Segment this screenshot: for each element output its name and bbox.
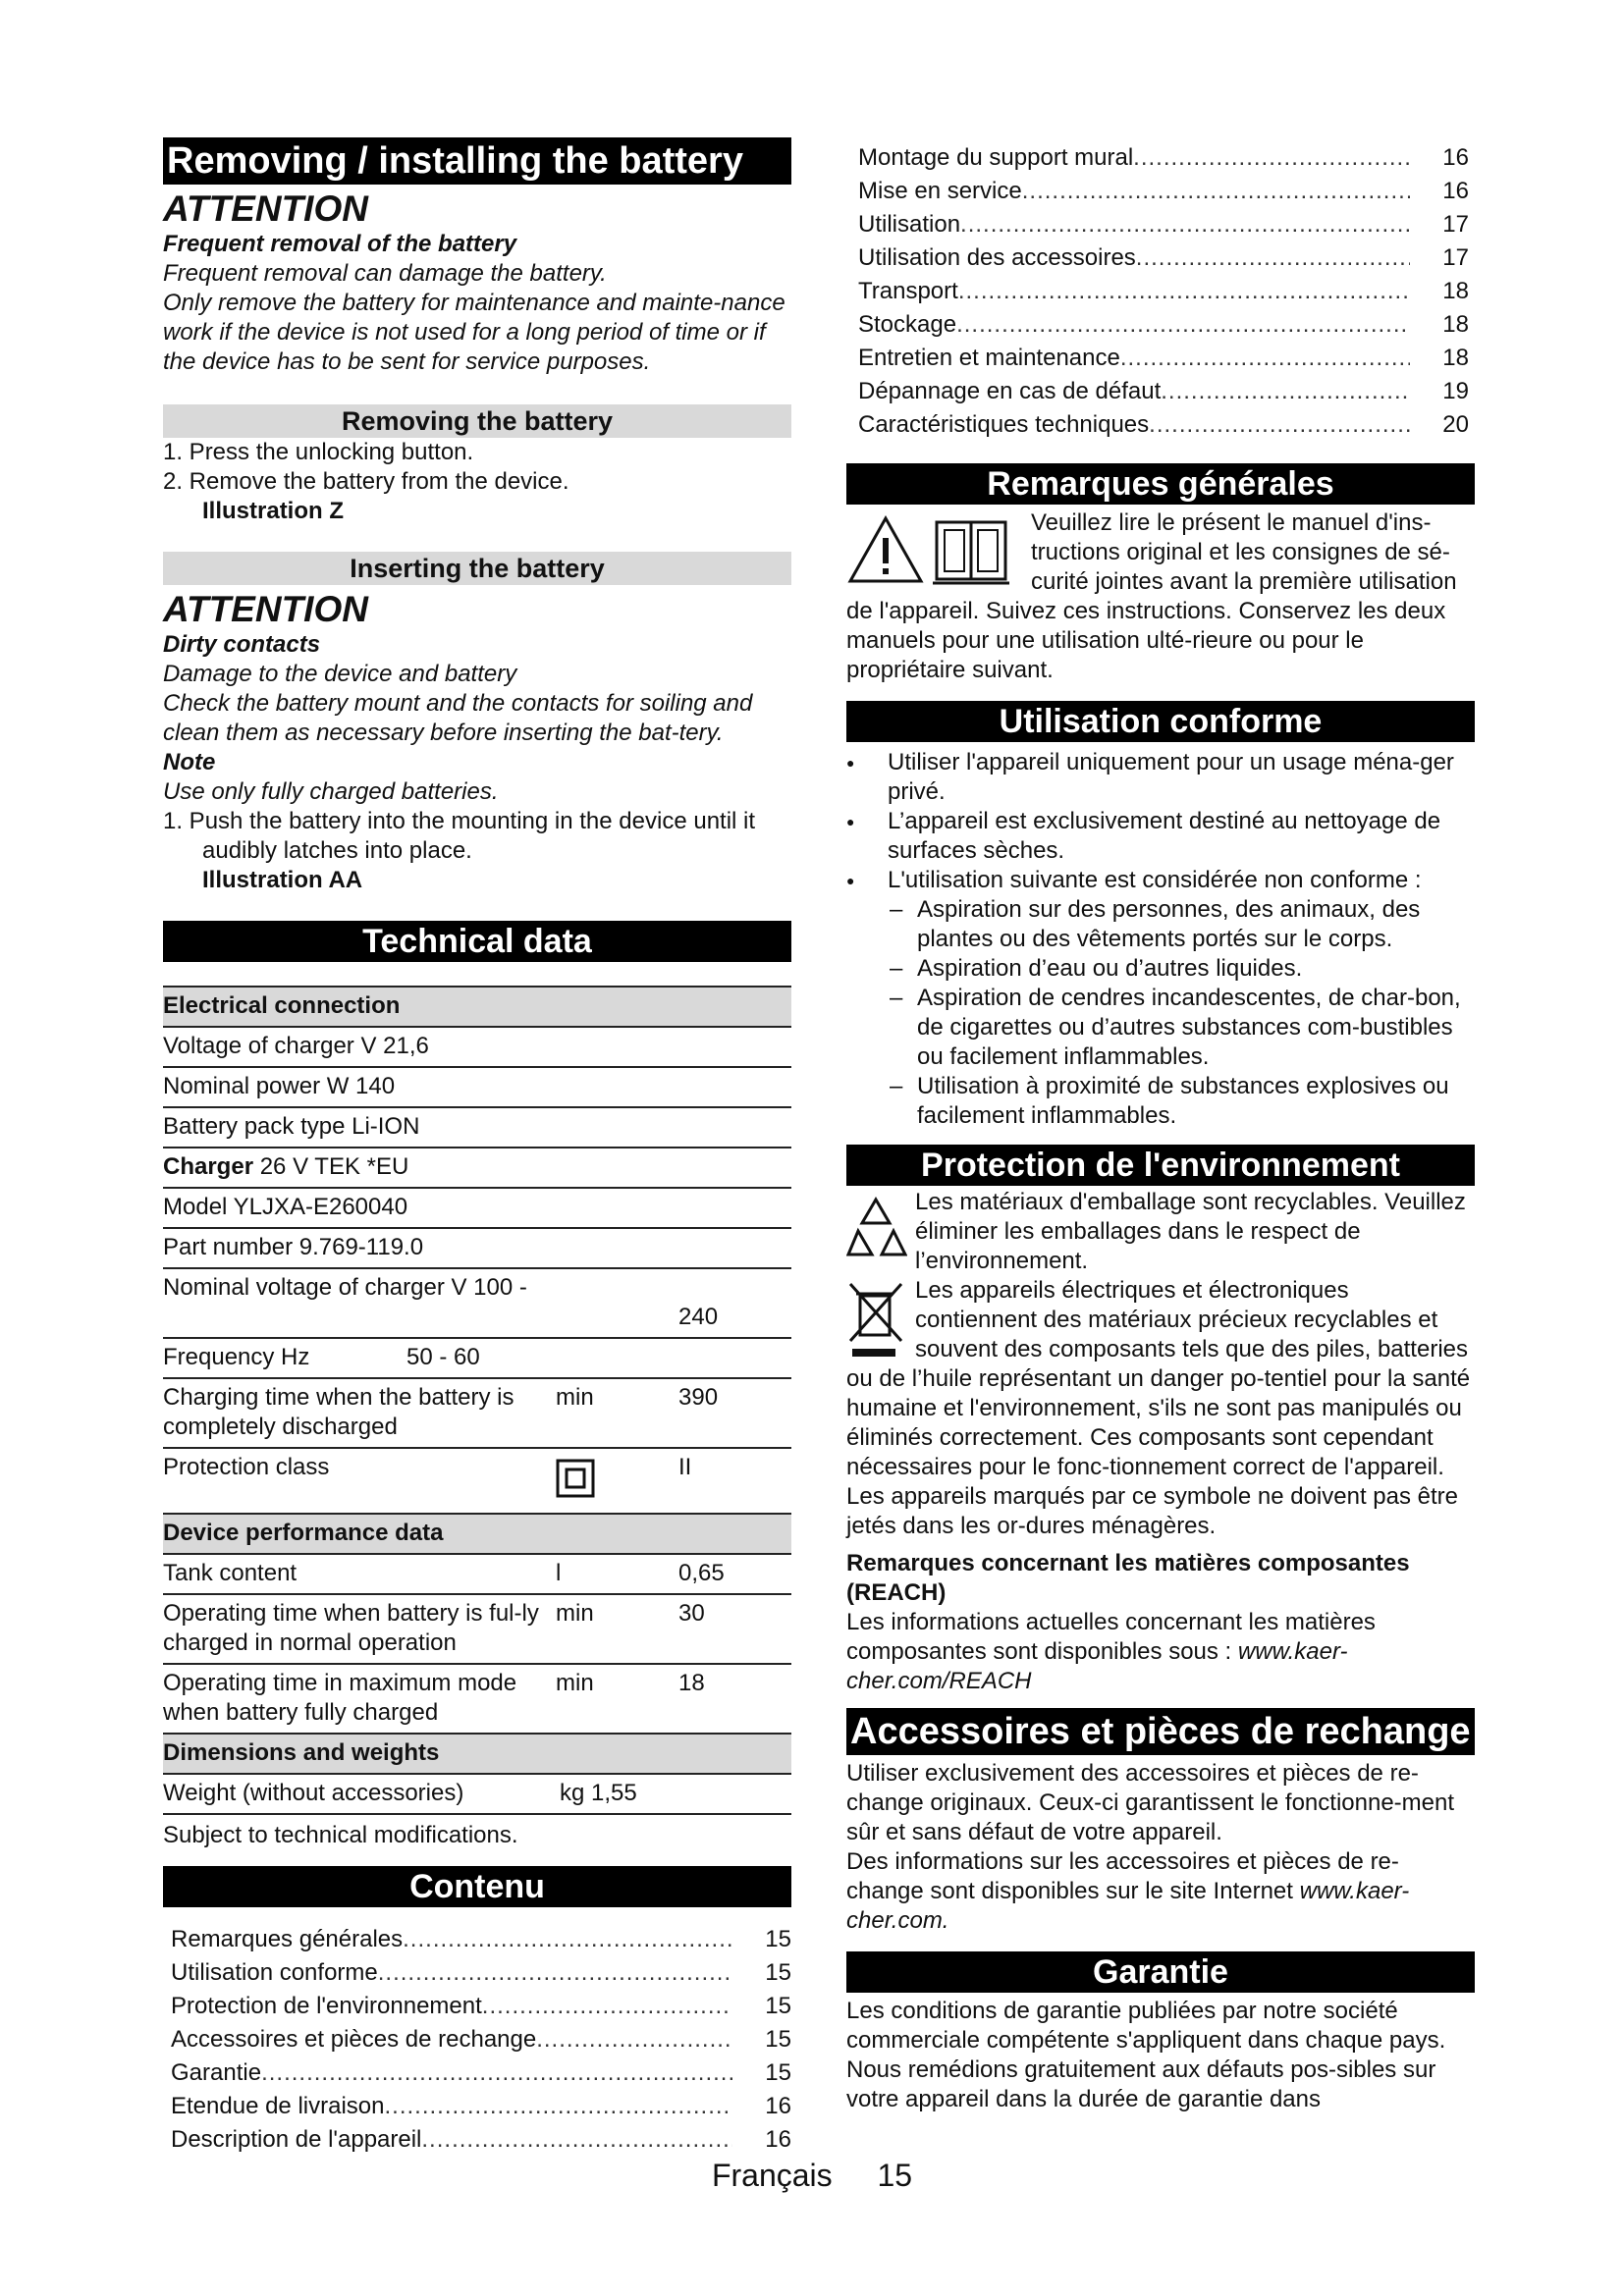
crossed-bin-icon (846, 1276, 907, 1362)
section-title-removing-installing: Removing / installing the battery (163, 137, 791, 185)
step-item: 2. Remove the battery from the device. (163, 468, 569, 495)
footer-language: Français (711, 2158, 833, 2193)
table-cell: II (678, 1448, 791, 1514)
note-title: Note (163, 749, 216, 775)
table-section-header: Device performance data (163, 1514, 791, 1554)
toc-title: Utilisation (858, 211, 961, 238)
toc-title: Utilisation conforme (171, 1959, 378, 1986)
technical-data-table (163, 986, 791, 1815)
toc-title: Transport (858, 278, 958, 304)
toc-item[interactable] (171, 2023, 791, 2056)
table-cell: Nominal power W 140 (163, 1067, 791, 1107)
subject-note: Subject to technical modifications. (163, 1822, 518, 1848)
toc-item[interactable] (858, 141, 1469, 175)
table-section-header: Electrical connection (163, 987, 791, 1027)
manual-book-icon (933, 522, 1009, 583)
protection-text-1: Les matériaux d'emballage sont recyclables. Veuillez éliminer les emballages dans le respect de l’environnement. (915, 1189, 1466, 1274)
nominal-voltage-label: Nominal voltage of charger V 100 - (163, 1274, 527, 1301)
table-cell (556, 1448, 678, 1514)
table-section-header: Dimensions and weights (163, 1734, 791, 1774)
table-cell: 30 (678, 1594, 791, 1664)
section-title-protection: Protection de l'environnement (846, 1145, 1475, 1186)
table-cell (163, 1338, 791, 1378)
list-item (846, 866, 1475, 1131)
table-cell (163, 1268, 791, 1338)
toc-item[interactable] (858, 175, 1469, 208)
step-item: 1. Press the unlocking button. (163, 439, 474, 465)
section-title-garantie: Garantie (846, 1951, 1475, 1993)
list-item: – Aspiration d’eau ou d’autres liquides. (846, 954, 1475, 984)
table-row (163, 1148, 791, 1188)
toc-title: Garantie (171, 2059, 262, 2086)
table-cell: 18 (678, 1664, 791, 1734)
toc-item[interactable] (171, 2090, 791, 2123)
table-cell: Part number 9.769-119.0 (163, 1228, 791, 1268)
utilisation-list (846, 748, 1475, 1131)
right-column (846, 141, 1475, 2114)
toc-item[interactable] (171, 1990, 791, 2023)
table-of-contents (163, 1923, 791, 2157)
toc-item[interactable] (858, 241, 1469, 275)
table-cell: 0,65 (678, 1554, 791, 1594)
warning-manual-icons (846, 508, 1023, 595)
step-item: 1. Push the battery into the mounting in the device until it audibly latches into place. (163, 808, 756, 864)
accessoires-text-2: Des informations sur les accessoires et pièces de re-change sont disponibles sur le site Internet (846, 1848, 1399, 1904)
list-item: – Aspiration sur des personnes, des animaux, des plantes ou des vêtements portés sur le corps. (846, 895, 1475, 954)
toc-title: Mise en service (858, 178, 1022, 204)
table-cell: Protection class (163, 1448, 556, 1514)
nominal-voltage-value: 240 (678, 1304, 719, 1330)
table-row (163, 1228, 791, 1268)
toc-page: 20 (1442, 411, 1469, 438)
table-cell: Battery pack type Li-ION (163, 1107, 791, 1148)
table-row (163, 1734, 791, 1774)
toc-page: 17 (1442, 244, 1469, 271)
toc-title: Remarques générales (171, 1926, 404, 1952)
charger-label: Charger (163, 1153, 254, 1180)
table-cell: Voltage of charger V 21,6 (163, 1027, 791, 1067)
toc-title: Etendue de livraison (171, 2093, 385, 2119)
illustration-ref: Illustration AA (202, 867, 363, 893)
list-item: ● Utiliser l'appareil uniquement pour un usage ména-ger privé. (846, 748, 1475, 807)
toc-page: 15 (765, 2059, 791, 2086)
table-row (163, 1338, 791, 1378)
table-cell (163, 1774, 791, 1814)
left-column (163, 137, 791, 2157)
list-item: ● L’appareil est exclusivement destiné au nettoyage de surfaces sèches. (846, 807, 1475, 866)
reach-text: Les informations actuelles concernant les matières composantes sont disponibles sous : (846, 1609, 1376, 1665)
table-cell: Model YLJXA-E260040 (163, 1188, 791, 1228)
section-title-contenu: Contenu (163, 1866, 791, 1907)
weight-label: Weight (without accessories) (163, 1780, 464, 1806)
attention-subtitle: Dirty contacts (163, 631, 321, 658)
toc-page: 16 (765, 2093, 791, 2119)
attention-subtitle: Frequent removal of the battery (163, 231, 517, 257)
toc-item[interactable] (171, 1956, 791, 1990)
table-row (163, 1664, 791, 1734)
toc-title: Accessoires et pièces de rechange (171, 2026, 537, 2053)
frequency-value: 50 - 60 (406, 1344, 480, 1370)
toc-page: 15 (765, 1959, 791, 1986)
subsection-title-removing: Removing the battery (163, 404, 791, 438)
table-of-contents-continued (846, 141, 1475, 442)
toc-page: 19 (1442, 378, 1469, 404)
table-cell: Charging time when the battery is completely discharged (163, 1378, 556, 1448)
attention-text: Check the battery mount and the contacts for soiling and clean them as necessary before inserting the bat-tery. (163, 690, 753, 746)
table-row (163, 1188, 791, 1228)
table-row (163, 1378, 791, 1448)
garantie-text: Les conditions de garantie publiées par notre société commerciale compétente s'appliquent dans chaque pays. Nous remédions gratuitement aux défauts pos-sibles sur votre appareil dans la durée de garantie dans (846, 1998, 1446, 2112)
toc-page: 15 (765, 1926, 791, 1952)
non-conform-list (846, 895, 1475, 1131)
toc-title: Stockage (858, 311, 957, 338)
list-item-text: L'utilisation suivante est considérée non conforme : (888, 867, 1422, 893)
table-row (163, 1448, 791, 1514)
table-row (163, 1268, 791, 1338)
toc-title: Utilisation des accessoires (858, 244, 1136, 271)
toc-item[interactable] (171, 2123, 791, 2157)
attention-text: Frequent removal can damage the battery. (163, 260, 607, 287)
page-number: 15 (877, 2158, 913, 2193)
table-cell: Operating time in maximum mode when battery fully charged (163, 1664, 556, 1734)
remarques-text: Veuillez lire le présent le manuel d'ins-tructions original et les consignes de sé-curité jointes avant la première utilisation de l'appareil. Suivez ces instructions. Conservez les deux manuels pour une utilisation ulté-rieure ou pour le propriétaire suivant. (846, 509, 1457, 683)
section-title-utilisation: Utilisation conforme (846, 701, 1475, 742)
table-cell: l (556, 1554, 678, 1594)
table-cell: Operating time when battery is ful-ly charged in normal operation (163, 1594, 556, 1664)
toc-page: 18 (1442, 278, 1469, 304)
attention-title: ATTENTION (163, 589, 368, 629)
protection-block (846, 1188, 1475, 1541)
attention-title: ATTENTION (163, 188, 368, 229)
table-cell (163, 1148, 791, 1188)
accessoires-link[interactable]: www.kaer-cher.com. (846, 1878, 1410, 1934)
note-text: Use only fully charged batteries. (163, 778, 499, 805)
toc-item[interactable] (858, 275, 1469, 308)
toc-item[interactable] (858, 375, 1469, 408)
toc-item[interactable] (858, 208, 1469, 241)
table-cell: 390 (678, 1378, 791, 1448)
toc-item[interactable] (858, 408, 1469, 442)
protection-class-icon (556, 1459, 595, 1498)
table-row (163, 1774, 791, 1814)
table-row (163, 1067, 791, 1107)
protection-text-2: Les appareils électriques et électroniques contiennent des matériaux précieux recyclables et souvent des composants tels que des piles, batteries ou de l’huile représentant un danger po-tentiel pour la santé humaine et l'environnement, s'ils ne sont pas manipulés ou éliminés correctement. Ces composants sont cependant nécessaires pour le fonc-tionnement correct de l'appareil. Les appareils marqués par ce symbole ne doivent pas être jetés dans les or-dures ménagères. (846, 1277, 1471, 1539)
subsection-title-inserting: Inserting the battery (163, 552, 791, 585)
table-row (163, 987, 791, 1027)
toc-item[interactable] (858, 342, 1469, 375)
table-cell: min (556, 1378, 678, 1448)
toc-title: Protection de l'environnement (171, 1993, 482, 2019)
illustration-ref: Illustration Z (202, 498, 344, 524)
toc-title: Montage du support mural (858, 144, 1134, 171)
table-row (163, 1594, 791, 1664)
table-cell: min (556, 1594, 678, 1664)
page-footer (0, 2158, 1624, 2194)
table-row (163, 1514, 791, 1554)
reach-link[interactable]: www.kaer-cher.com/REACH (846, 1638, 1348, 1694)
toc-title: Dépannage en cas de défaut (858, 378, 1162, 404)
table-row (163, 1027, 791, 1067)
charger-value: 26 V TEK *EU (253, 1153, 409, 1180)
reach-title: Remarques concernant les matières composantes (REACH) (846, 1550, 1410, 1606)
toc-page: 16 (765, 2126, 791, 2153)
toc-title: Caractéristiques techniques (858, 411, 1150, 438)
table-row (163, 1107, 791, 1148)
reach-paragraph (846, 1608, 1475, 1696)
toc-item[interactable] (171, 2056, 791, 2090)
section-title-accessoires: Accessoires et pièces de rechange (846, 1708, 1475, 1755)
table-cell: Tank content (163, 1554, 556, 1594)
table-row (163, 1554, 791, 1594)
list-item: – Utilisation à proximité de substances explosives ou facilement inflammables. (846, 1072, 1475, 1131)
toc-page: 18 (1442, 311, 1469, 338)
accessoires-text-1: Utiliser exclusivement des accessoires et pièces de re-change originaux. Ceux-ci garantissent le fonctionne-ment sûr et sans défaut de votre appareil. (846, 1760, 1455, 1845)
toc-title: Entretien et maintenance (858, 345, 1120, 371)
weight-value: kg 1,55 (560, 1780, 637, 1806)
attention-text: Only remove the battery for maintenance and mainte-nance work if the device is not used for a long period of time or if the device has to be sent for service purposes. (163, 290, 785, 375)
toc-title: Description de l'appareil (171, 2126, 422, 2153)
section-title-remarques: Remarques générales (846, 463, 1475, 505)
toc-page: 18 (1442, 345, 1469, 371)
recycle-icon (846, 1188, 907, 1270)
attention-block (163, 589, 791, 748)
toc-page: 17 (1442, 211, 1469, 238)
toc-page: 16 (1442, 178, 1469, 204)
section-title-technical-data: Technical data (163, 921, 791, 962)
toc-page: 15 (765, 2026, 791, 2053)
attention-text: Damage to the device and battery (163, 661, 517, 687)
remarques-block (846, 508, 1475, 685)
toc-item[interactable] (858, 308, 1469, 342)
toc-page: 15 (765, 1993, 791, 2019)
toc-item[interactable] (171, 1923, 791, 1956)
list-item: – Aspiration de cendres incandescentes, de char-bon, de cigarettes ou d’autres substances com-bustibles ou facilement inflammables. (846, 984, 1475, 1072)
attention-block (163, 188, 791, 377)
table-cell: min (556, 1664, 678, 1734)
toc-page: 16 (1442, 144, 1469, 171)
warning-triangle-icon (850, 518, 921, 581)
frequency-label: Frequency Hz (163, 1344, 310, 1370)
accessoires-paragraph (846, 1847, 1475, 1936)
